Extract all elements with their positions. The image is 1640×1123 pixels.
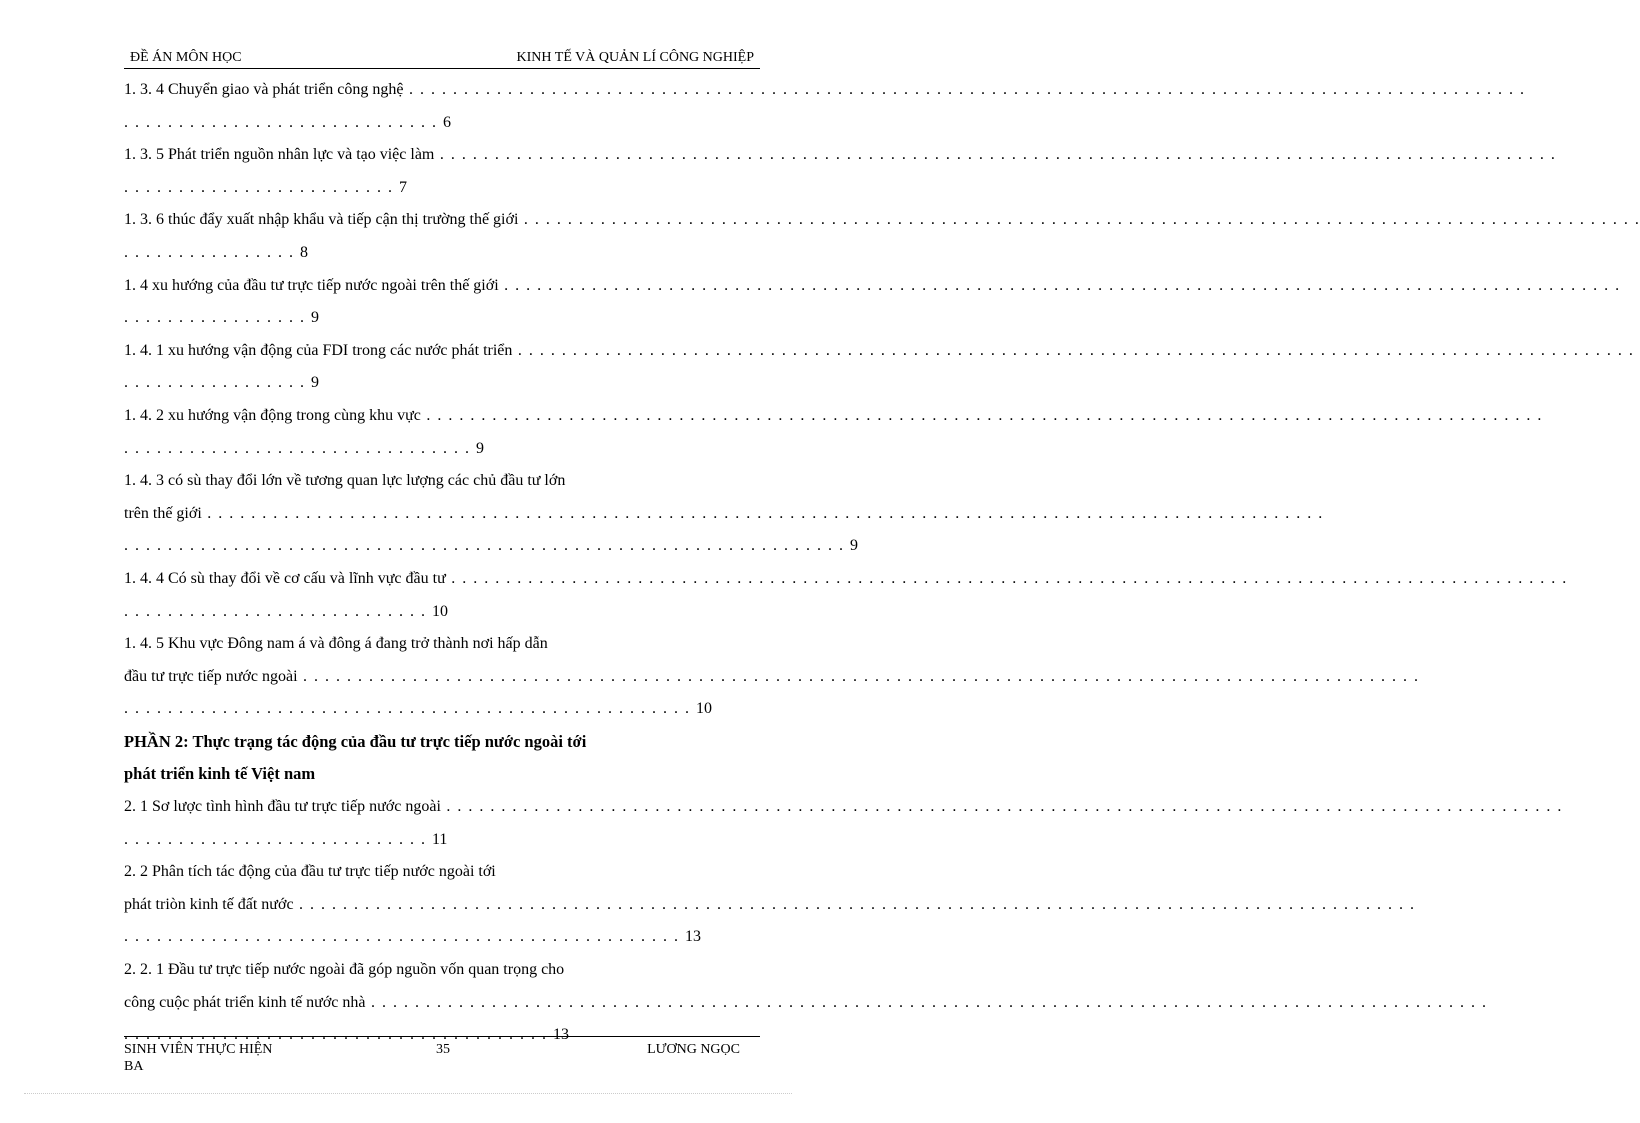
toc-entry-title[interactable]: 1. 4. 1 xu hướng vận động của FDI trong các nước phát triển . . . (124, 335, 758, 368)
toc-entry-page: . . . . . . . . . . . . . . . . . . . . . . . . . . . . . 6 (124, 113, 451, 131)
page-bottom-divider (24, 1093, 792, 1094)
toc-entry-title[interactable]: 1. 4 xu hướng của đầu tư trực tiếp nước ngoài trên thế giới . . . (124, 270, 758, 303)
toc-entry-page: . . . . . . . . . . . . . . . . . . . . . . . . . . . . . . . . . . . . . . . . . . . . . . . . . . . . 10 (124, 700, 712, 718)
toc-entry-title[interactable]: 1. 3. 6 thúc đẩy xuất nhập khẩu và tiếp cận thị trường thế giới . . . (124, 204, 758, 237)
toc-entry-page: . . . . . . . . . . . . . . . . . . . . . . . . . . . . 11 (124, 830, 448, 848)
toc-entry-title[interactable]: 1. 4. 4 Có sù thay đổi về cơ cấu và lĩnh vực đầu tư . . . (124, 563, 758, 596)
toc-entry-page: . . . . . . . . . . . . . . . . . . . . . . . . . . . . . . . . 9 (124, 439, 484, 457)
footer-author-label: SINH VIÊN THỰC HIỆN (124, 1042, 273, 1057)
toc-entry-title[interactable]: 2. 1 Sơ lược tình hình đầu tư trực tiếp nước ngoài . . . (124, 791, 758, 824)
toc-entry-title[interactable]: 1. 4. 2 xu hướng vận động trong cùng khu vực . . . (124, 400, 758, 433)
header-right: KINH TẾ VÀ QUẢN LÍ CÔNG NGHIỆP (516, 50, 754, 65)
table-of-contents (124, 74, 858, 1052)
toc-entry-page: . . . . . . . . . . . . . . . . . . . . . . . . . 7 (124, 178, 407, 196)
toc-entry-title[interactable]: đầu tư trực tiếp nước ngoài . . . (124, 661, 758, 694)
toc-entry-page: . . . . . . . . . . . . . . . . . . . . . . . . . . . . . . . . . . . . . . . 13 (124, 1026, 569, 1044)
page-number: 35 (436, 1042, 450, 1057)
section-heading[interactable]: PHẦN 2: Thực trạng tác động của đầu tư trực tiếp nước ngoài tới (124, 731, 587, 751)
page-footer (124, 1036, 760, 1074)
toc-entry-title-line1[interactable]: 1. 4. 3 có sù thay đổi lớn về tương quan lực lượng các chủ đầu tư lớn (124, 472, 566, 490)
toc-entry-page: . . . . . . . . . . . . . . . . . 9 (124, 309, 319, 327)
header-left: ĐỀ ÁN MÔN HỌC (130, 50, 242, 65)
toc-entry-page: . . . . . . . . . . . . . . . . . . . . . . . . . . . . 10 (124, 602, 448, 620)
page-header (124, 48, 760, 69)
toc-entry-title[interactable]: 1. 3. 5 Phát triển nguồn nhân lực và tạo việc làm . . . (124, 139, 758, 172)
toc-entry-title[interactable]: trên thế giới . . . (124, 498, 758, 531)
section-heading-cont: phát triển kinh tế Việt nam (124, 764, 316, 784)
toc-entry-title[interactable]: 1. 3. 4 Chuyển giao và phát triển công nghệ . . . (124, 74, 758, 107)
toc-entry-page: . . . . . . . . . . . . . . . . . . . . . . . . . . . . . . . . . . . . . . . . . . . . . . . . . . . . . . . . . . . . . . . . . . 9 (124, 537, 858, 555)
toc-entry-title[interactable]: công cuộc phát triển kinh tế nước nhà . . . (124, 987, 758, 1020)
footer-author-name-cont: BA (124, 1059, 144, 1074)
toc-entry-title-line1[interactable]: 2. 2. 1 Đầu tư trực tiếp nước ngoài đã góp nguồn vốn quan trọng cho (124, 961, 565, 979)
toc-entry-page: . . . . . . . . . . . . . . . . . 9 (124, 374, 319, 392)
toc-entry-page: . . . . . . . . . . . . . . . . 8 (124, 243, 308, 261)
toc-entry-title[interactable]: phát triòn kinh tế đất nước . . . (124, 889, 758, 922)
footer-author-name: LƯƠNG NGỌC (647, 1042, 740, 1057)
toc-entry-title-line1[interactable]: 2. 2 Phân tích tác động của đầu tư trực tiếp nước ngoài tới (124, 863, 496, 881)
toc-entry-page: . . . . . . . . . . . . . . . . . . . . . . . . . . . . . . . . . . . . . . . . . . . . . . . . . . . 13 (124, 928, 701, 946)
toc-entry-title-line1[interactable]: 1. 4. 5 Khu vực Đông nam á và đông á đang trở thành nơi hấp dẫn (124, 635, 548, 653)
